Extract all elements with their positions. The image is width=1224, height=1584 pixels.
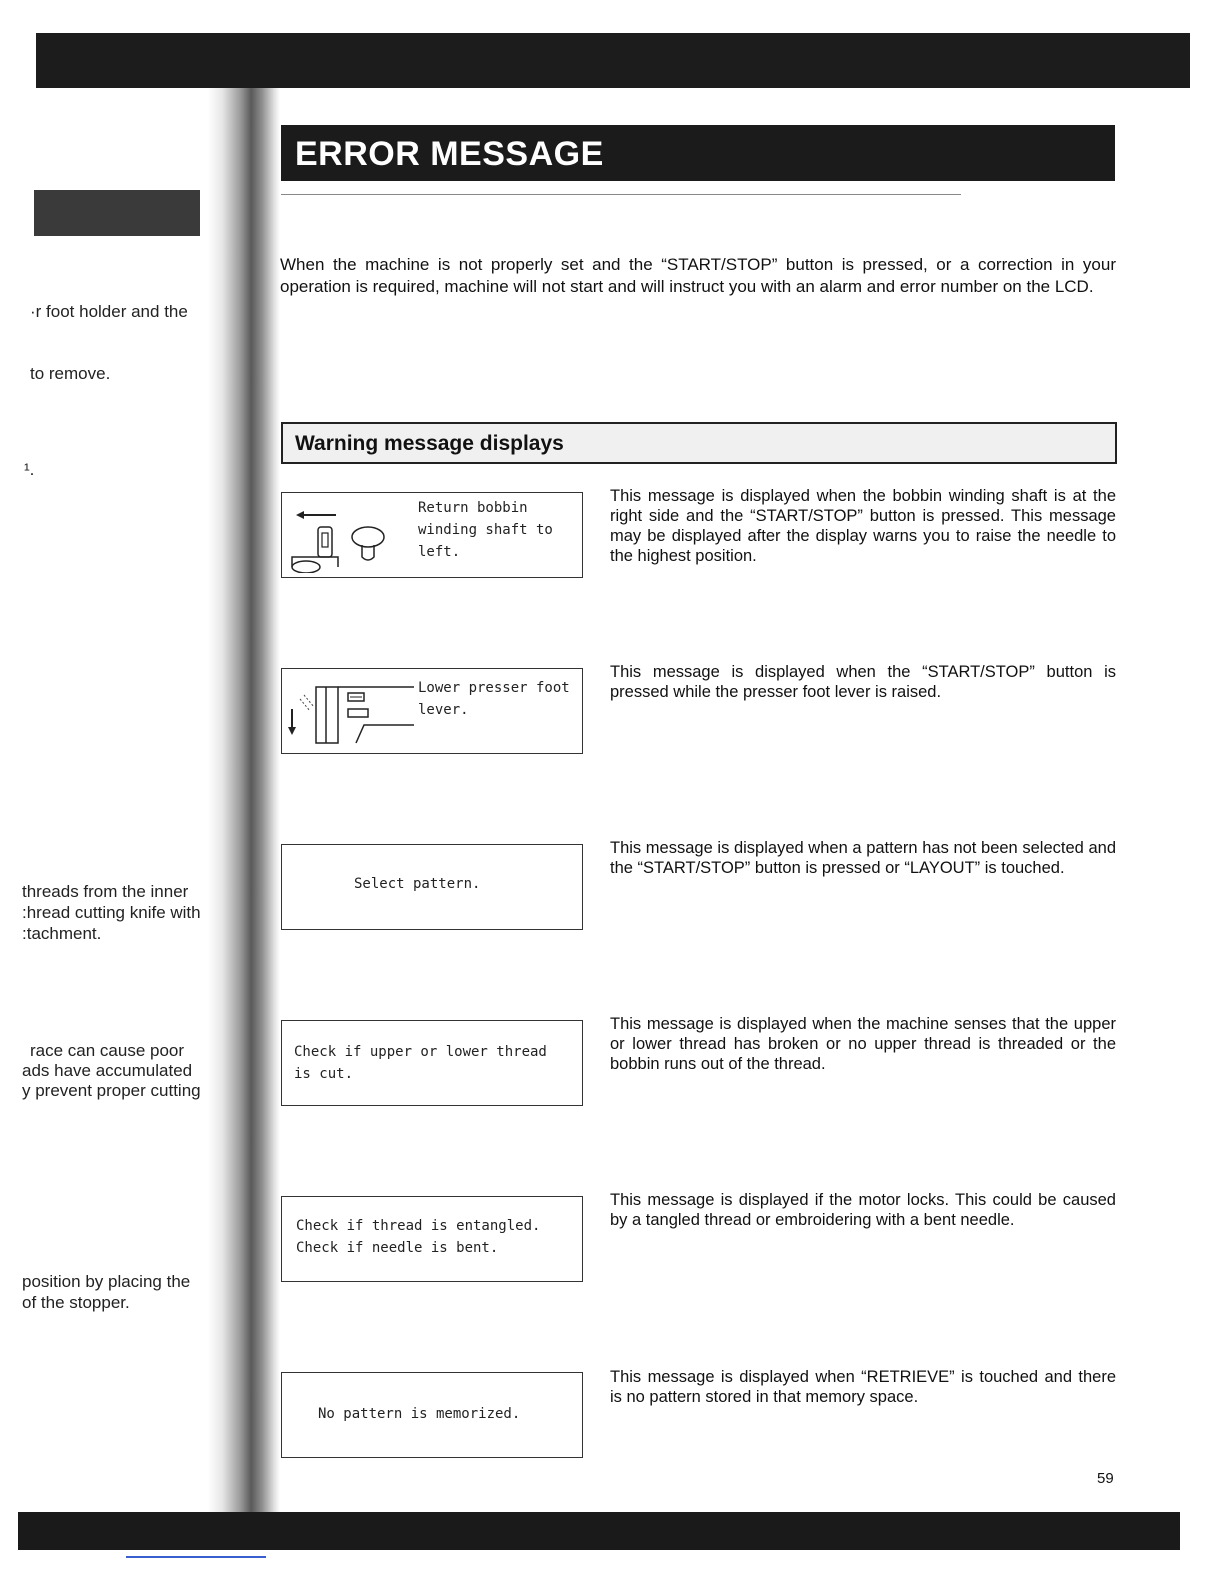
left-page-line: ¹. <box>24 460 35 479</box>
lcd-line: Check if upper or lower thread <box>294 1044 547 1060</box>
lcd-line: is cut. <box>294 1066 354 1082</box>
book-spine-shadow <box>208 88 280 1512</box>
left-page-line: position by placing the <box>22 1272 191 1291</box>
lcd-line: lever. <box>418 702 469 718</box>
message-description: This message is displayed when “RETRIEVE” is touched and there is no pattern stored in that memory space. <box>610 1368 1116 1406</box>
message-description: This message is displayed when a pattern has not been selected and the “START/STOP” button is pressed or “LAYOUT” is touched. <box>610 839 1116 877</box>
lcd-line: No pattern is memorized. <box>318 1406 521 1422</box>
top-dark-band <box>36 33 1190 88</box>
left-page-line: :hread cutting knife with <box>22 903 201 922</box>
message-description: This message is displayed if the motor locks. This could be caused by a tangled thread or embroidering with a bent needle. <box>610 1191 1116 1229</box>
presser-foot-lever-icon <box>286 673 414 749</box>
lcd-display <box>281 1196 583 1282</box>
lcd-line: Return bobbin <box>418 500 528 516</box>
bobbin-winder-icon <box>286 497 406 573</box>
section-header-bar <box>281 422 1117 464</box>
lcd-display <box>281 1020 583 1106</box>
page-title: ERROR MESSAGE <box>295 135 604 173</box>
left-page-header-strip <box>34 190 200 236</box>
message-description: This message is displayed when the machine senses that the upper or lower thread has broken or no upper thread is threaded or the bobbin runs out of the thread. <box>610 1015 1116 1073</box>
message-description: This message is displayed when the bobbin winding shaft is at the right side and the “START/STOP” button is pressed. This message may be displayed after the display warns you to raise the needle to the highest position. <box>610 487 1116 565</box>
left-page-line: threads from the inner <box>22 882 189 901</box>
page-title-bar <box>281 125 1115 181</box>
footer-rule <box>126 1556 266 1558</box>
bottom-dark-band <box>18 1512 1180 1550</box>
lcd-line: left. <box>418 544 461 560</box>
lcd-display <box>281 492 583 578</box>
page-number: 59 <box>1097 1470 1114 1487</box>
lcd-line: Select pattern. <box>354 876 481 892</box>
title-divider <box>281 194 961 195</box>
lcd-line: winding shaft to <box>418 522 553 538</box>
lcd-display <box>281 668 583 754</box>
intro-paragraph: When the machine is not properly set and the “START/STOP” button is pressed, or a correction in your operation is required, machine will not start and will instruct you with an alarm and error number on the LCD. <box>280 255 1116 296</box>
left-page-line: to remove. <box>30 364 111 383</box>
left-page-line: y prevent proper cutting <box>22 1081 201 1100</box>
left-page-line: race can cause poor <box>30 1041 185 1060</box>
lcd-line: Lower presser foot <box>418 680 570 696</box>
left-page-line: of the stopper. <box>22 1293 130 1312</box>
left-page-line: :tachment. <box>22 924 102 943</box>
left-page-line: ·r foot holder and the <box>30 302 188 321</box>
lcd-line: Check if thread is entangled. <box>296 1218 541 1234</box>
left-page-line: ads have accumulated <box>22 1061 193 1080</box>
message-description: This message is displayed when the “START/STOP” button is pressed while the presser foot lever is raised. <box>610 663 1116 701</box>
lcd-display <box>281 844 583 930</box>
lcd-display <box>281 1372 583 1458</box>
lcd-line: Check if needle is bent. <box>296 1240 499 1256</box>
section-title: Warning message displays <box>295 432 564 455</box>
